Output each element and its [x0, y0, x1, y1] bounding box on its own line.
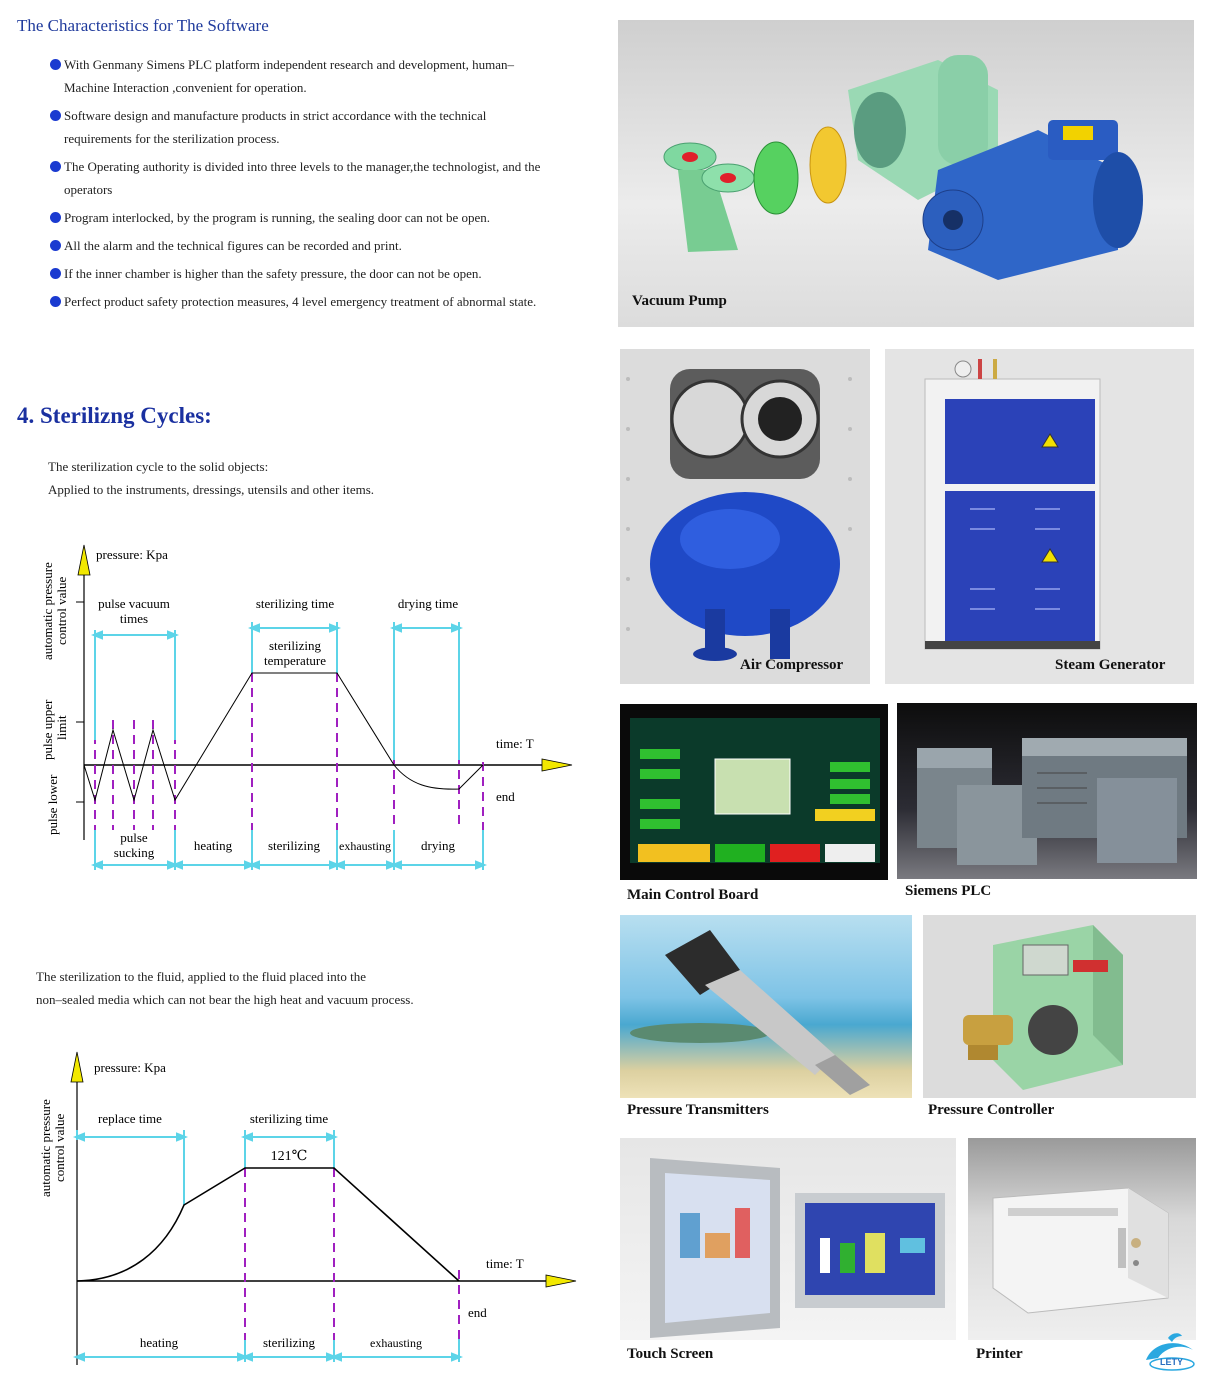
pressure-transmitter-icon — [620, 915, 912, 1098]
fluid-intro — [36, 965, 414, 1011]
d2-phase-exhausting: exhausting — [370, 1336, 422, 1350]
vacuum-pump-photo — [618, 20, 1194, 327]
d1-sterilizing-time: sterilizing time — [255, 596, 335, 611]
software-bullet — [50, 155, 590, 201]
pressure-transmitters-photo — [620, 915, 912, 1098]
siemens-plc-photo — [897, 703, 1197, 879]
d1-phase-pulse-1: pulse — [120, 830, 148, 845]
d2-time-label: time: T — [486, 1256, 524, 1271]
steam-generator-caption: Steam Generator — [1055, 657, 1166, 673]
d1-end-label: end — [496, 789, 515, 804]
d1-yaxis-label-1: automatic pressure — [40, 562, 55, 660]
d1-phase-drying: drying — [421, 838, 455, 853]
solid-intro-line1: The sterilization cycle to the solid objects: — [48, 459, 269, 474]
software-title: The Characteristics for The Software — [17, 16, 269, 35]
d2-yaxis-label-2: control value — [52, 1113, 67, 1182]
d1-time-label: time: T — [496, 736, 534, 751]
d2-pressure-label: pressure: Kpa — [94, 1060, 166, 1075]
steam-generator-icon — [885, 349, 1194, 684]
lety-logo — [1138, 1330, 1198, 1375]
touch-screen-caption: Touch Screen — [627, 1346, 714, 1362]
d1-upper-label-2: limit — [54, 715, 69, 740]
phase-dividers — [245, 1168, 459, 1340]
bullet-dot-icon — [50, 240, 61, 251]
d2-temp-label: 121℃ — [270, 1149, 308, 1164]
software-bullet — [50, 104, 590, 150]
d1-phase-exhausting: exhausting — [339, 839, 391, 853]
pressure-controller-icon — [923, 915, 1196, 1098]
bullet-dot-icon — [50, 161, 61, 172]
bullet-text-line: Software design and manufacture products in strict accordance with the technical — [64, 108, 487, 123]
bullet-dot-icon — [50, 59, 61, 70]
d2-sterilizing-time: sterilizing time — [249, 1111, 329, 1126]
bullet-dot-icon — [50, 212, 61, 223]
bullet-text-line: If the inner chamber is higher than the safety pressure, the door can not be open. — [64, 266, 482, 281]
d2-phase-heating: heating — [139, 1335, 179, 1350]
d2-end-label: end — [468, 1305, 487, 1320]
bullet-text-line: Perfect product safety protection measures, 4 level emergency treatment of abnormal state. — [64, 294, 537, 309]
fluid-cycle-diagram — [0, 1045, 600, 1380]
x-axis-arrow — [542, 759, 572, 771]
y-axis-arrow — [71, 1052, 83, 1082]
air-compressor-icon — [620, 349, 870, 684]
bullet-text-line: requirements for the sterilization process. — [64, 131, 280, 146]
main-control-board-icon — [620, 704, 888, 880]
d1-ster-temp-1: sterilizing — [269, 638, 321, 653]
software-bullet — [50, 290, 590, 313]
bullet-text-line: The Operating authority is divided into three levels to the manager,the technologist, and the — [64, 159, 541, 174]
software-bullet — [50, 53, 590, 99]
printer-icon — [968, 1138, 1196, 1340]
software-bullet — [50, 262, 590, 285]
d2-yaxis-label-1: automatic pressure — [38, 1099, 53, 1197]
main-control-board-photo — [620, 704, 888, 880]
software-bullet-list — [50, 53, 590, 318]
bullet-text-line: operators — [64, 182, 113, 197]
bullet-text-line: With Genmany Simens PLC platform independent research and development, human– — [64, 57, 515, 72]
air-compressor-photo — [620, 349, 870, 684]
touch-screen-photo — [620, 1138, 956, 1340]
touch-screen-icon — [620, 1138, 956, 1340]
steam-generator-photo — [885, 349, 1194, 684]
pressure-transmitters-caption: Pressure Transmitters — [627, 1102, 769, 1118]
logo-text: LETY — [1160, 1357, 1184, 1367]
air-compressor-caption: Air Compressor — [740, 657, 844, 673]
dolphin-logo-icon — [1138, 1330, 1198, 1375]
cycles-title: 4. Sterilizng Cycles: — [17, 403, 212, 428]
fluid-intro-line1: The sterilization to the fluid, applied to the fluid placed into the — [36, 969, 366, 984]
vacuum-pump-icon — [618, 20, 1194, 327]
y-axis-arrow — [78, 545, 90, 575]
x-axis-arrow — [546, 1275, 576, 1287]
software-bullet — [50, 206, 590, 229]
solid-intro-line2: Applied to the instruments, dressings, utensils and other items. — [48, 482, 375, 497]
pressure-controller-photo — [923, 915, 1196, 1098]
pressure-curve — [77, 1168, 459, 1281]
d1-pulse-vacuum-1: pulse vacuum — [98, 596, 170, 611]
siemens-plc-icon — [897, 703, 1197, 879]
solid-intro — [48, 455, 374, 501]
phase-dividers — [95, 673, 483, 830]
pressure-curve — [84, 673, 483, 800]
bullet-dot-icon — [50, 296, 61, 307]
vacuum-pump-caption: Vacuum Pump — [632, 293, 727, 309]
bullet-text-line: All the alarm and the technical figures can be recorded and print. — [64, 238, 402, 253]
d1-lower-label: pulse lower — [45, 774, 60, 835]
printer-photo — [968, 1138, 1196, 1340]
d1-drying-time: drying time — [397, 596, 459, 611]
d1-phase-heating: heating — [193, 838, 233, 853]
bullet-text-line: Program interlocked, by the program is running, the sealing door can not be open. — [64, 210, 491, 225]
fluid-intro-line2: non–sealed media which can not bear the high heat and vacuum process. — [36, 992, 414, 1007]
pressure-controller-caption: Pressure Controller — [928, 1102, 1055, 1118]
d1-pulse-vacuum-2: times — [119, 611, 149, 626]
printer-caption: Printer — [976, 1346, 1023, 1362]
siemens-plc-caption: Siemens PLC — [905, 883, 992, 899]
d1-phase-pulse-2: sucking — [113, 845, 155, 860]
d1-ster-temp-2: temperature — [263, 653, 327, 668]
software-bullet — [50, 234, 590, 257]
bullet-dot-icon — [50, 110, 61, 121]
solid-cycle-diagram — [0, 530, 600, 880]
bullet-text-line: Machine Interaction ,convenient for operation. — [64, 80, 307, 95]
d2-replace-time: replace time — [98, 1111, 162, 1126]
bullet-dot-icon — [50, 268, 61, 279]
d2-phase-sterilizing: sterilizing — [263, 1335, 315, 1350]
d1-upper-label-1: pulse upper — [40, 699, 55, 760]
main-control-board-caption: Main Control Board — [627, 887, 759, 903]
d1-yaxis-label-2: control value — [54, 576, 69, 645]
d1-phase-sterilizing: sterilizing — [268, 838, 320, 853]
d1-pressure-label: pressure: Kpa — [96, 547, 168, 562]
